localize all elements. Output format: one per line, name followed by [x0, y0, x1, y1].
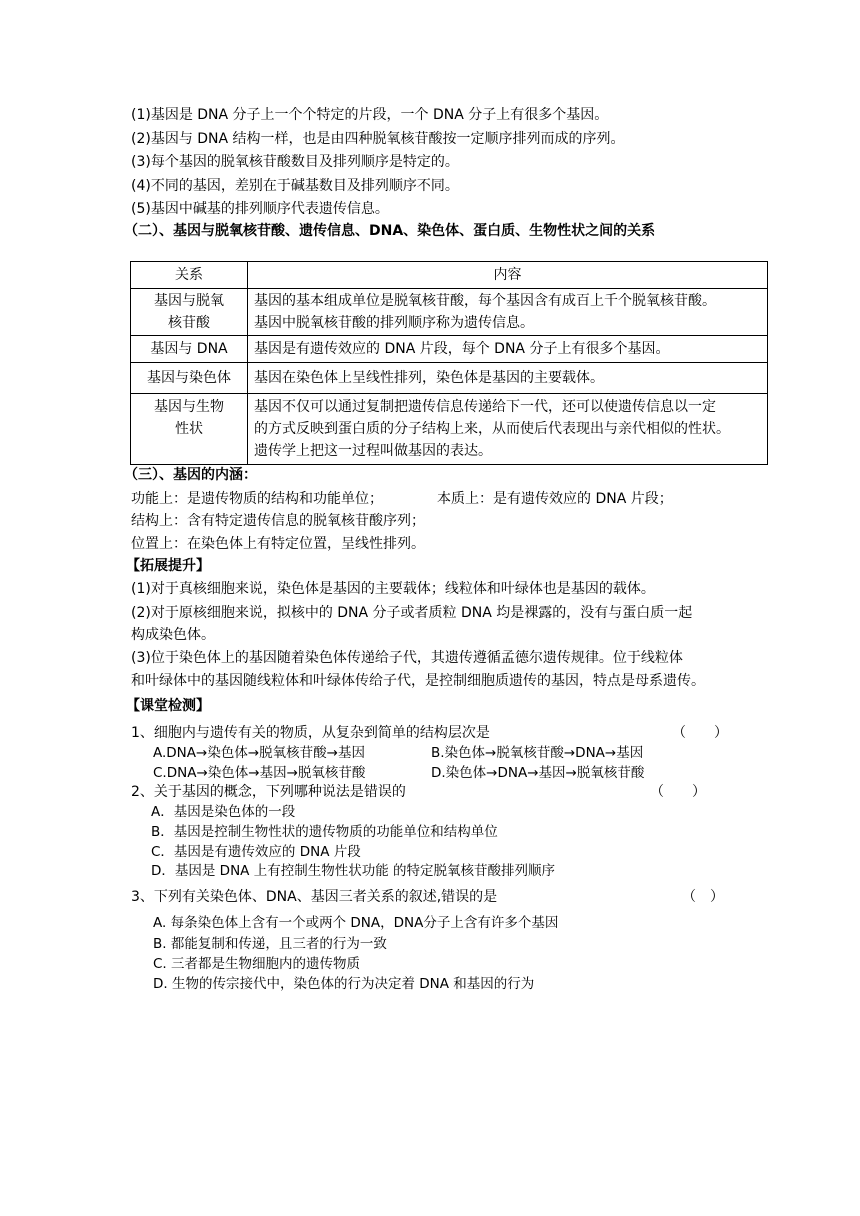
question-3-option-b: B. 都能复制和传递，且三者的行为一致: [153, 936, 387, 952]
intro-line-2: (2)基因与 DNA 结构一样，也是由四种脱氧核苷酸按一定顺序排列而成的序列。: [131, 131, 625, 147]
relation-text: 基因与染色体: [147, 370, 231, 386]
extension-line-3: 构成染色体。: [131, 627, 215, 643]
section3-structure: 结构上：含有特定遗传信息的脱氧核苷酸序列；: [131, 513, 425, 529]
relation-text: 性状: [175, 421, 203, 437]
section3-essence: 本质上：是有遗传效应的 DNA 片段；: [437, 491, 673, 507]
content-cell: [248, 289, 768, 336]
question-2-option-b: B．基因是控制生物性状的遗传物质的功能单位和结构单位: [151, 824, 498, 840]
question-1-stem: 1、细胞内与遗传有关的物质，从复杂到简单的结构层次是: [131, 725, 490, 741]
content-text: 基因不仅可以通过复制把遗传信息传递给下一代，还可以使遗传信息以一定: [254, 399, 716, 415]
question-3-option-d: D. 生物的传宗接代中，染色体的行为决定着 DNA 和基因的行为: [153, 976, 535, 992]
header-content: 内容: [248, 262, 768, 289]
relation-table: [130, 261, 768, 465]
content-text: 的方式反映到蛋白质的分子结构上来，从而使后代表现出与亲代相似的性状。: [254, 421, 730, 437]
header-relation: 关系: [131, 262, 248, 289]
question-2-option-a: A．基因是染色体的一段: [151, 804, 296, 820]
relation-cell: [131, 394, 248, 465]
table-header-row: [131, 262, 768, 289]
question-3-option-c: C. 三者都是生物细胞内的遗传物质: [153, 956, 361, 972]
relation-cell: [131, 289, 248, 336]
question-2-option-c: C．基因是有遗传效应的 DNA 片段: [151, 844, 361, 860]
question-2-option-d: D．基因是 DNA 上有控制生物性状功能 的特定脱氧核苷酸排列顺序: [151, 863, 555, 879]
table-row: [131, 289, 768, 336]
quiz-heading: 【课堂检测】: [126, 698, 210, 714]
relation-text: 核苷酸: [168, 315, 210, 331]
content-text: 遗传学上把这一过程叫做基因的表达。: [254, 443, 492, 459]
content-text: 基因中脱氧核苷酸的排列顺序称为遗传信息。: [254, 315, 534, 331]
intro-line-5: (5)基因中碱基的排列顺序代表遗传信息。: [131, 201, 389, 217]
relation-text: 基因与生物: [154, 399, 224, 415]
question-2-stem: 2、关于基因的概念，下列哪种说法是错误的: [131, 784, 406, 800]
question-3-option-a: A. 每条染色体上含有一个或两个 DNA，DNA分子上含有许多个基因: [153, 915, 559, 931]
extension-heading: 【拓展提升】: [126, 558, 210, 574]
section2-heading: （二）、基因与脱氧核苷酸、遗传信息、DNA、染色体、蛋白质、生物性状之间的关系: [124, 223, 656, 239]
extension-line-5: 和叶绿体中的基因随线粒体和叶绿体传给子代，是控制细胞质遗传的基因，特点是母系遗传。: [131, 673, 705, 689]
question-1-option-b: B.染色体→脱氧核苷酸→DNA→基因: [431, 745, 644, 761]
content-cell: [248, 336, 768, 363]
relation-cell: [131, 336, 248, 363]
section3-function: 功能上：是遗传物质的结构和功能单位；: [131, 491, 383, 507]
question-1-option-a: A.DNA→染色体→脱氧核苷酸→基因: [153, 745, 365, 761]
table-row: [131, 394, 768, 465]
question-1-answer-paren: （ ）: [672, 725, 728, 741]
section3-position: 位置上：在染色体上有特定位置，呈线性排列。: [131, 536, 425, 552]
intro-line-1: (1)基因是 DNA 分子上一个个特定的片段，一个 DNA 分子上有很多个基因。: [131, 107, 609, 123]
table-row: [131, 363, 768, 394]
relation-cell: [131, 363, 248, 394]
intro-line-3: (3)每个基因的脱氧核苷酸数目及排列顺序是特定的。: [131, 154, 459, 170]
intro-line-4: (4)不同的基因，差别在于碱基数目及排列顺序不同。: [131, 178, 459, 194]
content-text: 基因是有遗传效应的 DNA 片段，每个 DNA 分子上有很多个基因。: [254, 341, 670, 357]
extension-line-1: (1)对于真核细胞来说，染色体是基因的主要载体；线粒体和叶绿体也是基因的载体。: [131, 581, 655, 597]
content-text: 基因的基本组成单位是脱氧核苷酸，每个基因含有成百上千个脱氧核苷酸。: [254, 293, 716, 309]
question-2-answer-paren: （ ）: [650, 784, 706, 800]
section3-heading: （三）、基因的内涵：: [124, 467, 257, 483]
question-3-answer-paren: （ ）: [682, 889, 724, 905]
relation-text: 基因与 DNA: [150, 341, 228, 357]
question-3-stem: 3、下列有关染色体、DNA、基因三者关系的叙述,错误的是: [131, 889, 498, 905]
table-row: [131, 336, 768, 363]
question-1-option-c: C.DNA→染色体→基因→脱氧核苷酸: [153, 765, 366, 781]
content-cell: [248, 394, 768, 465]
content-cell: [248, 363, 768, 394]
extension-line-2: (2)对于原核细胞来说，拟核中的 DNA 分子或者质粒 DNA 均是裸露的，没有与蛋白质一起: [131, 605, 693, 621]
extension-line-4: (3)位于染色体上的基因随着染色体传递给子代，其遗传遵循孟德尔遗传规律。位于线粒体: [131, 650, 683, 666]
question-1-option-d: D.染色体→DNA→基因→脱氧核苷酸: [431, 765, 645, 781]
relation-text: 基因与脱氧: [154, 293, 224, 309]
content-text: 基因在染色体上呈线性排列，染色体是基因的主要载体。: [254, 370, 604, 386]
